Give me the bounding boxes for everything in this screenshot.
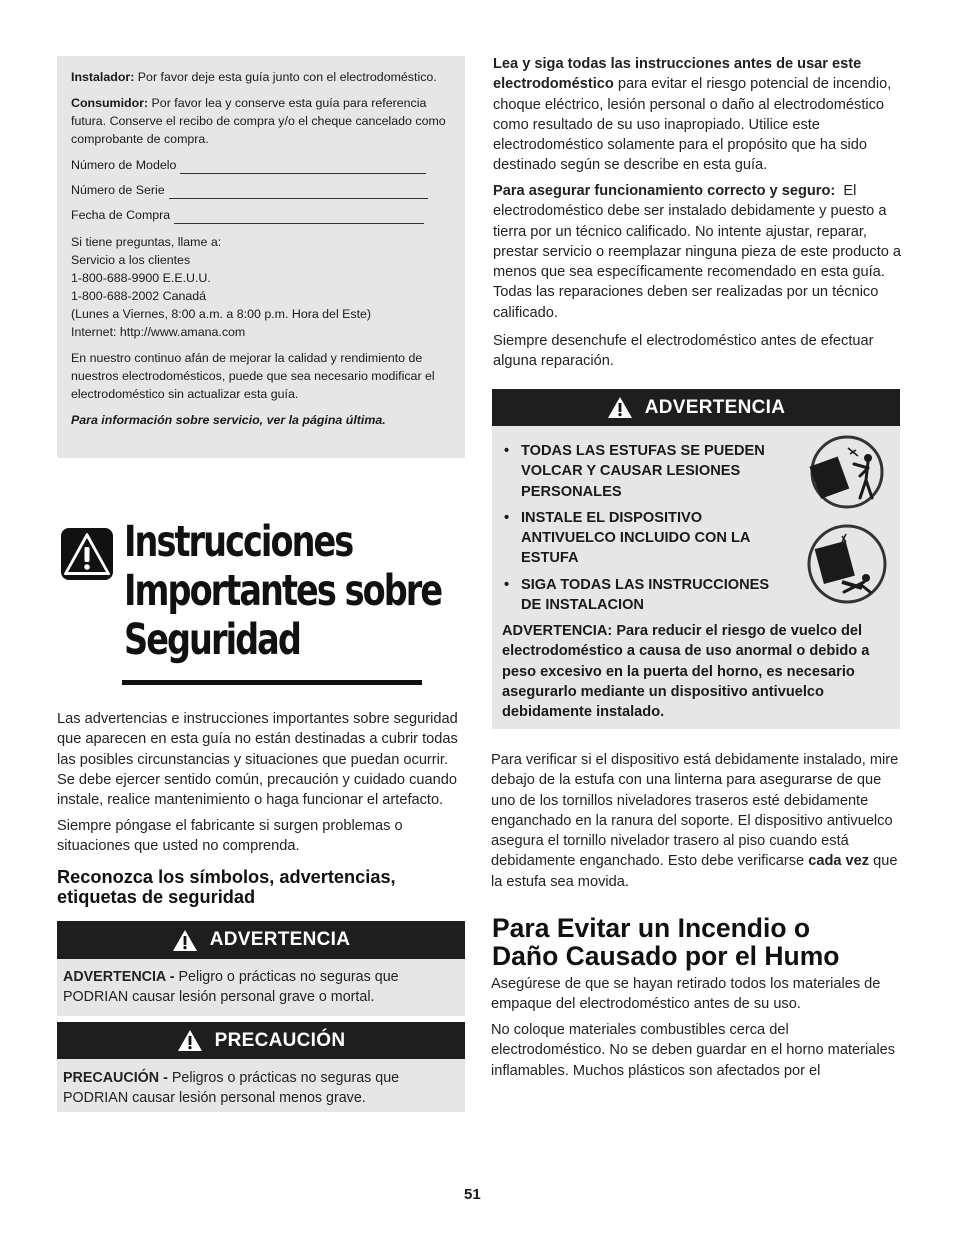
symbols-heading: Reconozca los símbolos, advertencias, etiquetas de seguridad: [57, 867, 396, 907]
model-number-field: Número de Modelo: [71, 156, 451, 174]
purchase-date-line[interactable]: [174, 211, 424, 224]
model-number-line[interactable]: [180, 161, 426, 174]
packaging-paragraph: Asegúrese de que se hayan retirado todos los materiales de empaque del electrodoméstico antes de su uso.: [491, 976, 881, 1013]
serial-number-field: Número de Serie: [71, 181, 451, 199]
range-tipping-prohibited-icon: [802, 434, 892, 510]
safe-operation-paragraph: Para asegurar funcionamiento correcto y seguro: El electrodoméstico debe ser instalado debidamente y puesto a tierra por un técnico calificado. No intente ajustar, reparar, prestar servicio o reemplazar ninguna pieza de este producto a menos que sea específicamente recomendado en esta guía. Todas las reparaciones deben ser realizadas por un técnico calificado.: [493, 183, 902, 321]
fire-smoke-heading: Para Evitar un Incendio o Daño Causado por el Humo: [492, 913, 840, 971]
contact-info: Si tiene preguntas, llame a: Servicio a los clientes 1-800-688-9900 E.E.U.U. 1-800-688-2002 Canadá (Lunes a Viernes, 8:00 a.m. a 8:00 p.m. Hora del Este) Internet: http://www.amana.com: [71, 235, 372, 339]
oven-door-prohibited-icon: [802, 522, 892, 610]
tip-over-warning-paragraph: ADVERTENCIA: Para reducir el riesgo de vuelco del electrodoméstico a causa de uso anormal o debido a peso excesivo en la puerta del horno, es necesario asegurarlo mediante un dispositivo antivuelco debidamente instalado.: [502, 623, 870, 721]
warning-triangle-icon: [177, 1029, 203, 1052]
read-instructions-paragraph: Lea y siga todas las instrucciones antes de usar este electrodoméstico para evitar el riesgo potencial de incendio, choque eléctrico, lesión personal o daño al electrodoméstico como resultado de su uso inapropiado. Utilice este electrodoméstico solamente para el propósito que ha sido destinado según se describe en esta guía.: [493, 56, 892, 174]
precaucion-header: PRECAUCIÓN: [57, 1022, 465, 1059]
owner-info-box: [57, 56, 465, 458]
list-item: • TODAS LAS ESTUFAS SE PUEDEN VOLCAR Y CAUSAR LESIONES PERSONALES: [504, 443, 765, 500]
verify-device-paragraph: Para verificar si el dispositivo está debidamente instalado, mire debajo de la estufa con una linterna para asegurarse de que uno de los tornillos niveladores traseros esté debidamente enganchado en la ranura del soporte. El dispositivo antivuelco asegura el tornillo nivelador trasero al piso cuando está debidamente enganchado. Esto debe verificarse cada vez que la estufa sea movida.: [491, 752, 899, 890]
list-item: • INSTALE EL DISPOSITIVO ANTIVUELCO INCLUIDO CON LA ESTUFA: [504, 509, 750, 567]
unplug-paragraph: Siempre desenchufe el electrodoméstico antes de efectuar alguna reparación.: [493, 333, 874, 370]
purchase-date-field: Fecha de Compra: [71, 206, 451, 224]
improvement-note: En nuestro continuo afán de mejorar la calidad y rendimiento de nuestros electrodomésticos, puede que sea necesario modificar el electrodoméstico sin actualizar esta guía.: [71, 351, 435, 401]
tip-over-warning-list: [504, 441, 784, 621]
advertencia-header: ADVERTENCIA: [57, 921, 465, 959]
consumer-note: Consumidor: Por favor lea y conserve esta guía para referencia futura. Conserve el recibo de compra y/o el cheque cancelado como comprobante de compra.: [71, 96, 446, 146]
serial-number-line[interactable]: [169, 186, 428, 199]
page-title: Instrucciones Importantes sobre Seguridad: [124, 517, 442, 665]
page-number: 51: [464, 1186, 481, 1203]
service-note: Para información sobre servicio, ver la página última.: [71, 413, 386, 427]
intro-paragraph-1: Las advertencias e instrucciones importantes sobre seguridad que aparecen en esta guía no están destinadas a cubrir todas las posibles circunstancias y situaciones que puedan ocurrir. Se debe ejercer sentido común, precaución y cuidado cuando instale, realice mantenimiento o haga funcionar el artefacto.: [57, 711, 458, 809]
precaucion-definition: PRECAUCIÓN - Peligros o prácticas no seguras que PODRIAN causar lesión personal menos grave.: [57, 1059, 465, 1112]
intro-paragraph-2: Siempre póngase el fabricante si surgen problemas o situaciones que usted no comprenda.: [57, 818, 403, 855]
warning-triangle-icon: [172, 929, 198, 952]
warning-sign-icon: [59, 526, 115, 582]
tip-over-warning-header: ADVERTENCIA: [492, 389, 900, 426]
warning-triangle-icon: [607, 396, 633, 419]
advertencia-definition: ADVERTENCIA - Peligro o prácticas no seguras que PODRIAN causar lesión personal grave o mortal.: [57, 959, 465, 1016]
combustibles-paragraph: No coloque materiales combustibles cerca del electrodoméstico. No se deben guardar en el horno materiales inflamables. Muchos plásticos son afectados por el: [491, 1022, 895, 1079]
list-item: • SIGA TODAS LAS INSTRUCCIONES DE INSTALACION: [504, 576, 770, 614]
installer-note: Instalador: Por favor deje esta guía junto con el electrodoméstico.: [71, 70, 437, 84]
tip-over-warning-body: [492, 426, 900, 729]
title-underline: [122, 680, 422, 685]
